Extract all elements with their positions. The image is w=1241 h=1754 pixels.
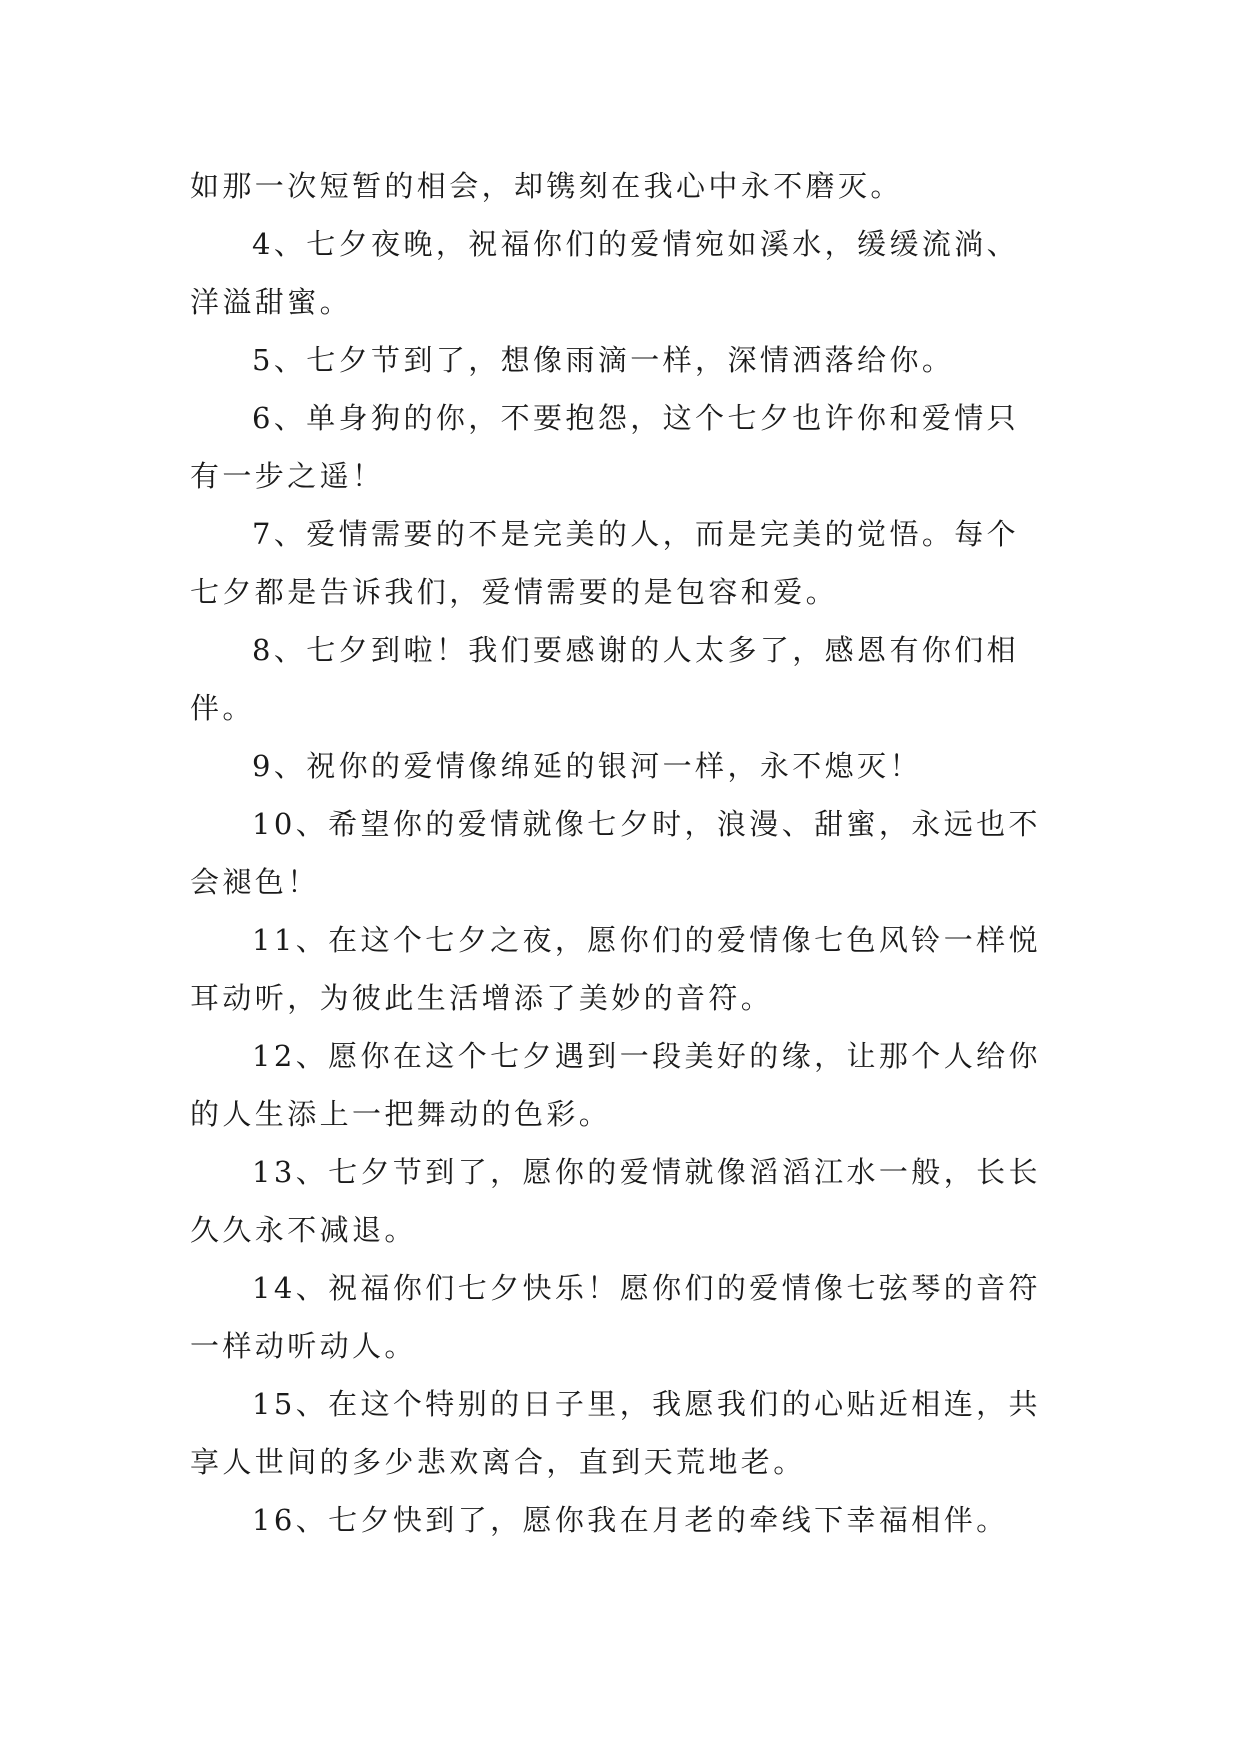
text-line: 的人生添上一把舞动的色彩。 [190,1097,612,1131]
list-item-5: 5、七夕节到了，想像雨滴一样，深情洒落给你。 [252,343,955,377]
list-item-13: 13、七夕节到了，愿你的爱情就像滔滔江水一般，长长 [252,1155,1041,1189]
text-line: 七夕都是告诉我们，爱情需要的是包容和爱。 [190,575,839,609]
text-line: 伴。 [190,691,255,725]
text-line: 一样动听动人。 [190,1329,417,1363]
list-item-11: 11、在这个七夕之夜，愿你们的爱情像七色风铃一样悦 [252,923,1041,957]
text-line: 如那一次短暂的相会，却镌刻在我心中永不磨灭。 [190,169,903,203]
list-item-7: 7、爱情需要的不是完美的人，而是完美的觉悟。每个 [252,517,1020,551]
list-item-14: 14、祝福你们七夕快乐！愿你们的爱情像七弦琴的音符 [252,1271,1041,1305]
list-item-10: 10、希望你的爱情就像七夕时，浪漫、甜蜜，永远也不 [252,807,1041,841]
list-item-16: 16、七夕快到了，愿你我在月老的牵线下幸福相伴。 [252,1503,1009,1537]
text-line: 有一步之遥！ [190,459,385,493]
list-item-15: 15、在这个特别的日子里，我愿我们的心贴近相连，共 [252,1387,1041,1421]
list-item-8: 8、七夕到啦！我们要感谢的人太多了，感恩有你们相 [252,633,1020,667]
list-item-12: 12、愿你在这个七夕遇到一段美好的缘，让那个人给你 [252,1039,1041,1073]
list-item-4: 4、七夕夜晚，祝福你们的爱情宛如溪水，缓缓流淌、 [252,227,1020,261]
list-item-9: 9、祝你的爱情像绵延的银河一样，永不熄灭！ [252,749,922,783]
text-line: 久久永不减退。 [190,1213,417,1247]
text-line: 洋溢甜蜜。 [190,285,353,319]
list-item-6: 6、单身狗的你，不要抱怨，这个七夕也许你和爱情只 [252,401,1020,435]
text-line: 耳动听，为彼此生活增添了美妙的音符。 [190,981,774,1015]
text-line: 会褪色！ [190,865,320,899]
text-line: 享人世间的多少悲欢离合，直到天荒地老。 [190,1445,806,1479]
